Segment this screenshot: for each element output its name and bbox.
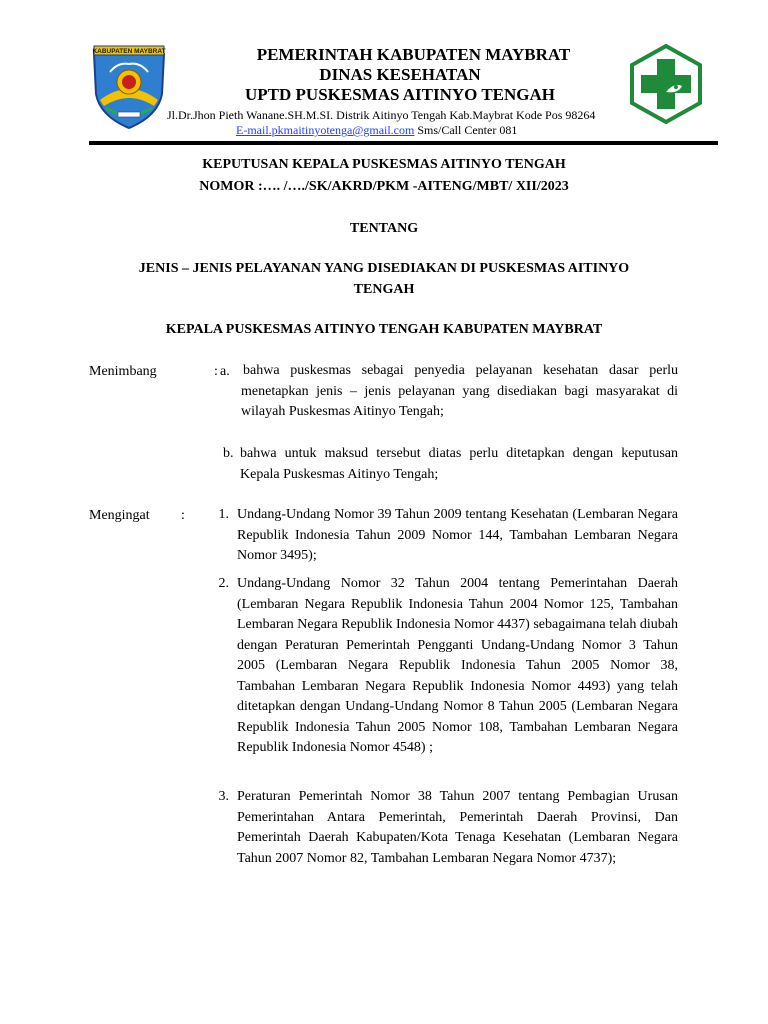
mengingat-number-2: 2.	[218, 576, 229, 591]
mengingat-number-1: 1.	[218, 507, 229, 522]
mengingat-item-2: Undang-Undang Nomor 32 Tahun 2004 tentang Pemerintahan Daerah (Lembaran Negara Republik Indonesia Tahun 2004 Nomor 125, Tambahan Lembaran Negara Republik Indonesia Nomor 4437) sebagaimana telah diubah dengan Peraturan Pemerintah Pengganti Undang-Undang Nomor 3 Tahun 2005 (Lembaran Negara Republik Indonesia Tahun 2005 Nomor 38, Tambahan Lembaran Negara Republik Indonesia Nomor 4493) yang telah ditetapkan dengan Undang-Undang Nomor 8 Tahun 2005 (Lembaran Negara Republik Indonesia Tahun 2005 Nomor 108, Tambahan Lembaran Negara Republik Indonesia Nomor 4548) ;	[237, 576, 678, 755]
menimbang-item-a: bahwa puskesmas sebagai penyedia pelayanan kesehatan dasar perlu menetapkan jenis – jenis pelayanan yang disediakan bagi masyarakat di wilayah Puskesmas Aitinyo Tengah;	[241, 363, 678, 419]
decree-about: TENTANG	[349, 221, 419, 236]
letterhead-address: Jl.Dr.Jhon Pieth Wanane.SH.M.SI. Distrik Aitinyo Tengah Kab.Maybrat Kode Pos 98264	[167, 108, 596, 122]
letterhead	[170, 45, 630, 105]
menimbang-marker-a: a.	[220, 364, 230, 379]
emblem-banner-text: KABUPATEN MAYBRAT	[92, 48, 166, 55]
mengingat-item-3: Peraturan Pemerintah Nomor 38 Tahun 2007 tentang Pembagian Urusan Pemerintahan Antara Pemerintah, Pemerintah Daerah Provinsi, Dan Pemerintah Daerah Kabupaten/Kota Tenaga Kesehatan (Lembaran Negara Tahun 2007 Nomor 82, Tambahan Lembaran Negara Nomor 4737);	[237, 789, 678, 866]
email-link[interactable]: E-mail.pkmaitinyotenga@gmail.com	[236, 123, 415, 137]
mengingat-item-1: Undang-Undang Nomor 39 Tahun 2009 tentang Kesehatan (Lembaran Negara Republik Indonesia Tahun 2009 Nomor 144, Tambahan Lembaran Negara Nomor 3495);	[237, 507, 678, 563]
puskesmas-emblem-icon	[630, 44, 702, 124]
mengingat-label: Mengingat	[89, 508, 150, 523]
menimbang-item-b: bahwa untuk maksud tersebut diatas perlu ditetapkan dengan keputusan Kepala Puskesmas Aitinyo Tengah;	[240, 446, 678, 482]
mengingat-colon: :	[181, 508, 185, 523]
decree-subject-line1: JENIS – JENIS PELAYANAN YANG DISEDIAKAN DI PUSKESMAS AITINYO	[138, 261, 630, 276]
menimbang-marker-b: b.	[223, 446, 234, 461]
kabupaten-maybrat-emblem-icon	[88, 42, 170, 130]
decree-subject-line2: TENGAH	[353, 282, 415, 297]
letterhead-divider	[89, 141, 718, 145]
decree-authority: KEPALA PUSKESMAS AITINYO TENGAH KABUPATEN MAYBRAT	[165, 322, 603, 337]
letterhead-puskesmas: UPTD PUSKESMAS AITINYO TENGAH	[245, 85, 555, 104]
menimbang-label: Menimbang	[89, 364, 157, 379]
mengingat-number-3: 3.	[218, 789, 229, 804]
letterhead-department: DINAS KESEHATAN	[319, 65, 481, 84]
decree-title: KEPUTUSAN KEPALA PUSKESMAS AITINYO TENGAH	[202, 157, 566, 172]
decree-number: NOMOR :…. /…./SK/AKRD/PKM -AITENG/MBT/ XII/2023	[199, 179, 569, 194]
sms-contact: Sms/Call Center 081	[414, 123, 518, 137]
letterhead-contact	[236, 123, 517, 138]
menimbang-colon: :	[214, 364, 218, 379]
letterhead-government: PEMERINTAH KABUPATEN MAYBRAT	[256, 45, 571, 64]
